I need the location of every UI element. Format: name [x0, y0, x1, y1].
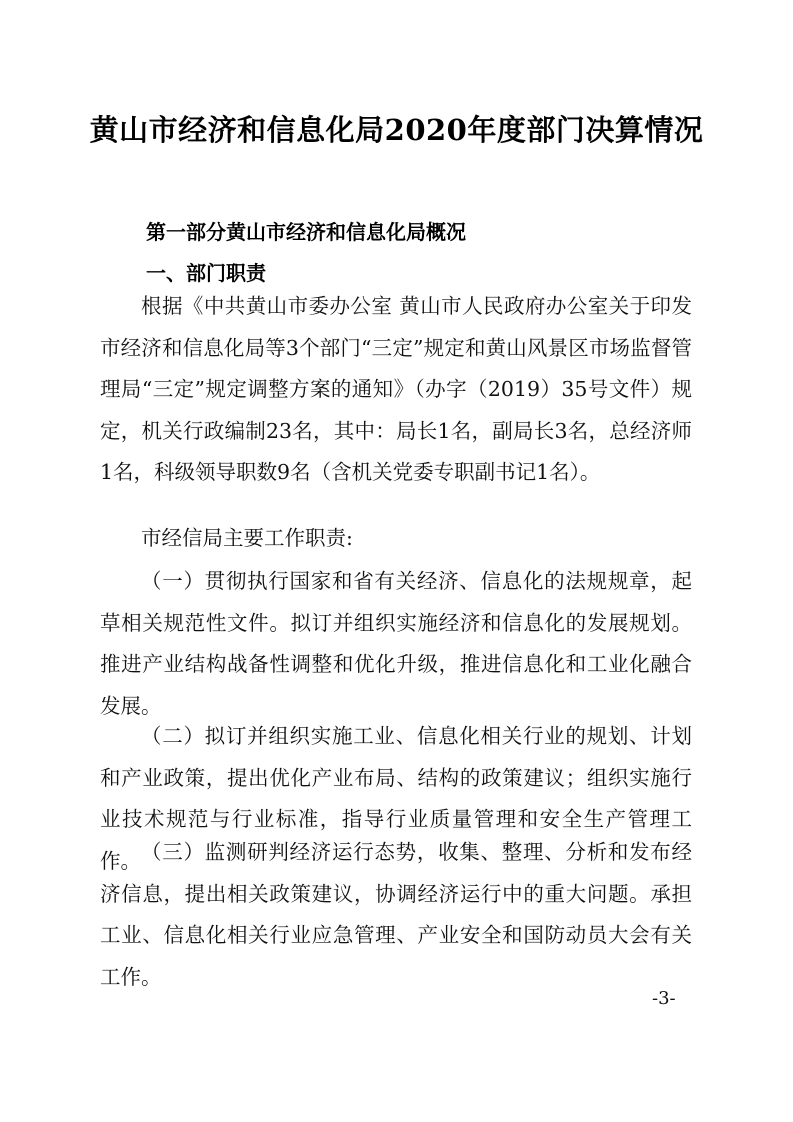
paragraph-duty-2: （二）拟订并组织实施工业、信息化相关行业的规划、计划和产业政策，提出优化产业布局、结构的政策建议；组织实施行业技术规范与行业标准，指导行业质量管理和安全生产管理工作。 [100, 724, 692, 873]
paragraph-duties-intro: 市经信局主要工作职责: [141, 526, 353, 550]
section-heading: 第一部分黄山市经济和信息化局概况 [146, 220, 466, 244]
paragraph-duty-3: （三）监测研判经济运行态势，收集、整理、分析和发布经济信息，提出相关政策建议，协调经济运行中的重大问题。承担工业、信息化相关行业应急管理、产业安全和国防动员大会有关工作。 [100, 840, 692, 989]
subsection-heading: 一、部门职责 [146, 261, 266, 285]
page-number: -3- [652, 988, 676, 1009]
document-title: 黄山市经济和信息化局2020年度部门决算情况 [89, 113, 704, 147]
paragraph-staffing: 根据《中共黄山市委办公室 黄山市人民政府办公室关于印发市经济和信息化局等3个部门“三定”规定和黄山风景区市场监督管理局“三定”规定调整方案的通知》（办字（2019）35号文件）规定，机关行政编制23名，其中：局长1名，副局长3名，总经济师1名，科级领导职数9名（含机关党委专职副书记1名）。 [100, 294, 692, 484]
paragraph-duty-1: （一）贯彻执行国家和省有关经济、信息化的法规规章，起草相关规范性文件。拟订并组织实施经济和信息化的发展规划。推进产业结构战备性调整和优化升级，推进信息化和工业化融合发展。 [100, 569, 692, 718]
